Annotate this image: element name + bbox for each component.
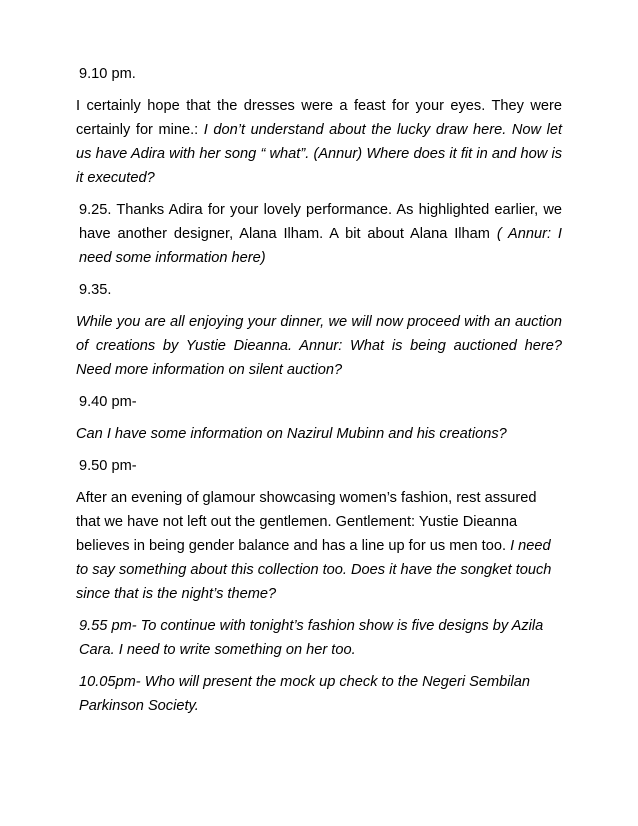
paragraph-955-text: 9.55 pm- To continue with tonight’s fashion show is five designs by Azila Cara. I need to write something on her too. xyxy=(79,618,544,658)
paragraph-auction-text: While you are all enjoying your dinner, we will now proceed with an auction of creations by Yustie Dieanna. Annur: What is being auctioned here? Need more information on silent auction? xyxy=(76,314,562,378)
paragraph-dresses-text: I certainly hope that the dresses were a feast for your eyes. They were certainly for mine.: xyxy=(76,98,562,138)
paragraph-gentlemen-text: After an evening of glamour showcasing women’s fashion, rest assured that we have not left out the gentlemen. Gentlement: Yustie Dieanna believes in being gender balance and has a line up for us men too. xyxy=(76,490,537,554)
paragraph-1005-text: 10.05pm- Who will present the mock up check to the Negeri Sembilan Parkinson Society. xyxy=(79,674,531,714)
paragraph-dresses xyxy=(76,94,562,190)
paragraph-925 xyxy=(76,198,562,270)
timestamp-940: 9.40 pm- xyxy=(79,394,137,410)
paragraph-925-note: ( Annur: I need some information here) xyxy=(79,226,562,266)
timestamp-935: 9.35. xyxy=(79,282,112,298)
paragraph-gentlemen-note: I need to say something about this collection too. Does it have the songket touch since that is the night’s theme? xyxy=(76,538,552,602)
paragraph-auction xyxy=(76,310,562,382)
paragraph-nazirul-text: Can I have some information on Nazirul Mubinn and his creations? xyxy=(76,426,507,442)
timestamp-950: 9.50 pm- xyxy=(79,458,137,474)
timestamp-910: 9.10 pm. xyxy=(79,66,136,82)
paragraph-gentlemen xyxy=(76,486,562,606)
paragraph-925-text: 9.25. Thanks Adira for your lovely performance. As highlighted earlier, we have another designer, Alana Ilham. A bit about Alana Ilham xyxy=(79,202,562,242)
document-page xyxy=(76,62,562,726)
paragraph-nazirul xyxy=(76,422,562,446)
paragraph-1005 xyxy=(76,670,562,718)
paragraph-955 xyxy=(76,614,562,662)
paragraph-dresses-note: I don’t understand about the lucky draw here. Now let us have Adira with her song “ what”. (Annur) Where does it fit in and how is it executed? xyxy=(76,122,562,186)
